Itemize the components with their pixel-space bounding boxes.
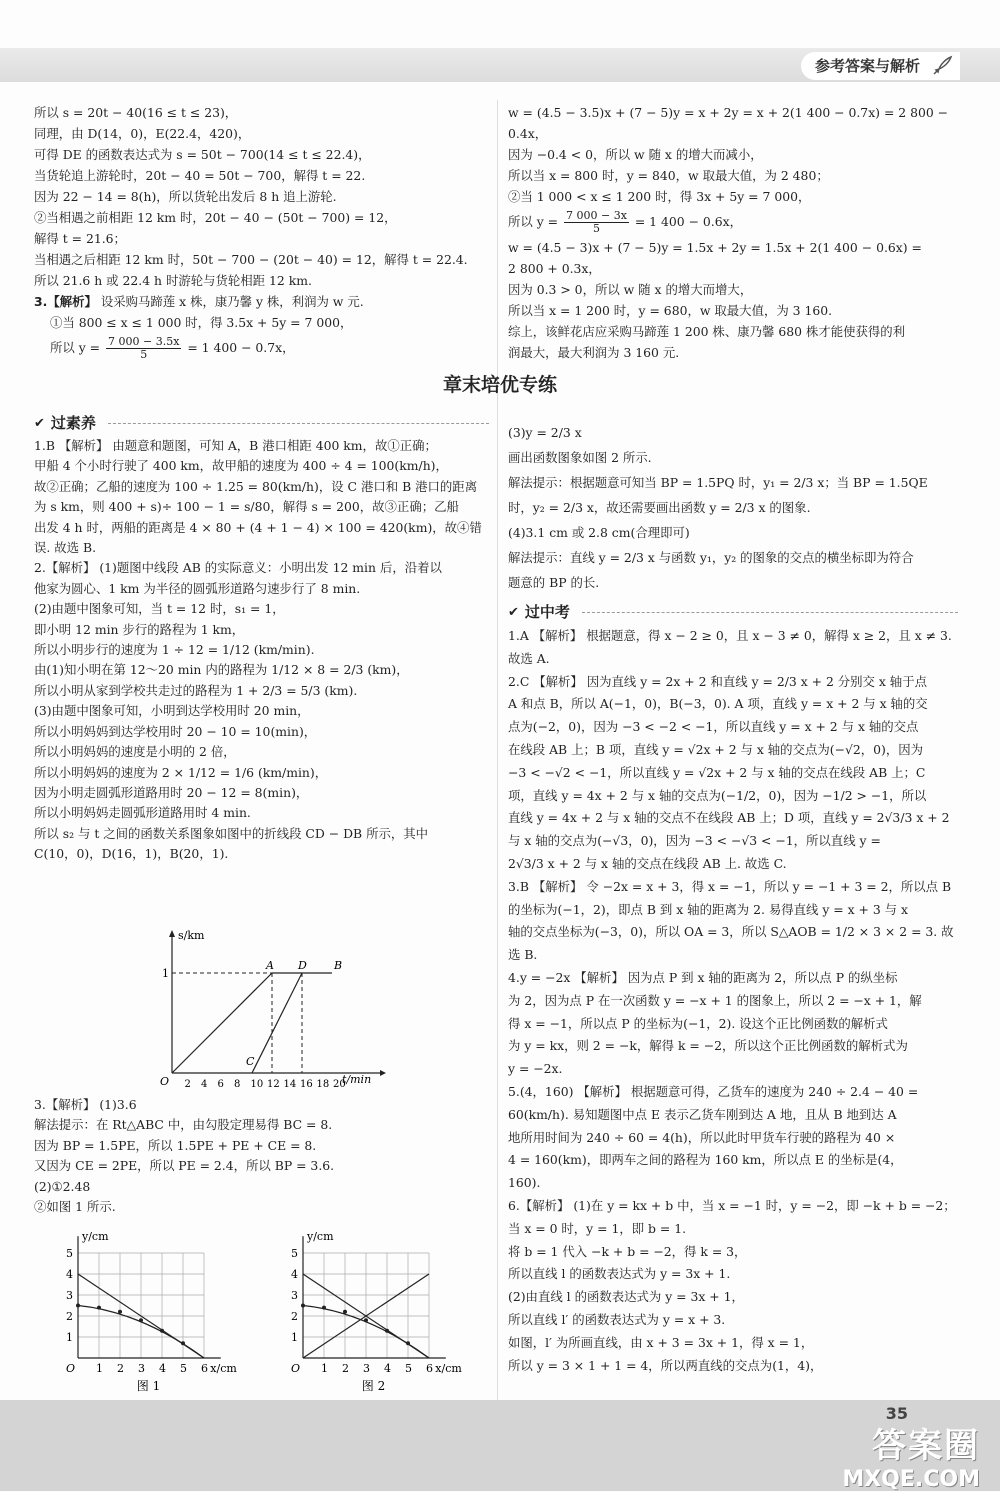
text-line: 故②正确；乙船的速度为 100 ÷ 1.25 = 80(km/h)，设 C 港口和 B 港口的距离 bbox=[34, 478, 478, 494]
text-line: 时，y₂ = 2/3 x，故还需要画出函数 y = 2/3 x 的图象. bbox=[508, 500, 811, 515]
text-line: 误. 故选 B. bbox=[34, 540, 97, 556]
text-line: ②当相遇之前相距 12 km 时，20t − 40 − (50t − 700) = 12， bbox=[34, 210, 397, 225]
graph-y-arrow bbox=[169, 930, 175, 937]
text-line: 综上，该鲜花店应采购马蹄莲 1 200 株、康乃馨 680 株才能使获得的利 bbox=[508, 324, 906, 339]
origin: O bbox=[291, 1362, 301, 1375]
text-line: 故选 A. bbox=[508, 650, 550, 666]
text-line: 出发 4 h 时，两船的距离是 4 × 80 + (4 + 1 − 4) × 100 = 420(km)，故④错 bbox=[34, 519, 482, 535]
text-line: 即小明 12 min 步行的路程为 1 km， bbox=[34, 621, 245, 637]
text-line: ②如图 1 所示. bbox=[34, 1199, 116, 1215]
text-line: 解法提示：直线 y = 2/3 x 与函数 y₁，y₂ 的图象的交点的横坐标即为符合 bbox=[508, 550, 914, 565]
y-tick: 3 bbox=[291, 1289, 298, 1302]
text-line: 又因为 CE = 2PE，所以 PE = 2.4，所以 BP = 3.6. bbox=[34, 1158, 335, 1174]
figure-1 bbox=[60, 1218, 260, 1393]
right-fraction-den: 5 bbox=[592, 222, 600, 235]
q3-fraction-num: 7 000 − 3.5x bbox=[108, 335, 180, 348]
x-label: x/cm bbox=[435, 1362, 462, 1375]
q3-line3-post: = 1 400 − 0.7x， bbox=[187, 340, 295, 355]
data-point bbox=[364, 1318, 368, 1322]
text-line: 2√3/3 x + 2 与 x 轴的交点在线段 AB 上. 故选 C. bbox=[508, 855, 787, 871]
text-line: 所以 21.6 h 或 22.4 h 时游轮与货轮相距 12 km. bbox=[34, 273, 312, 288]
y-tick: 1 bbox=[66, 1331, 73, 1344]
graph-x-tick: 12 bbox=[267, 1079, 280, 1090]
left-top-lines bbox=[34, 102, 489, 291]
right-top-lines bbox=[508, 102, 958, 207]
text-line: (2)①2.48 bbox=[34, 1178, 91, 1194]
figure-caption: 图 2 bbox=[361, 1379, 386, 1393]
right-body bbox=[508, 420, 958, 1377]
graph-x-tick: 8 bbox=[234, 1079, 241, 1090]
text-line: w = (4.5 − 3)x + (7 − 5)y = 1.5x + 2y = 1.5x + 2(1 400 − 0.6x) = bbox=[508, 240, 922, 255]
text-line: 2.【解析】 (1)题图中线段 AB 的实际意义：小明出发 12 min 后，沿着以 bbox=[34, 560, 442, 576]
text-line: C(10，0)，D(16，1)，B(20，1). bbox=[34, 846, 229, 862]
figure-caption: 图 1 bbox=[136, 1379, 161, 1393]
check-icon: ✔ bbox=[508, 604, 519, 620]
x-tick: 4 bbox=[384, 1362, 391, 1375]
sub-heading-2 bbox=[508, 599, 958, 625]
graph-x-tick: 2 bbox=[184, 1079, 191, 1090]
text-line: 如图，l′ 为所画直线，由 x + 3 = 3x + 1，得 x = 1， bbox=[508, 1334, 814, 1350]
text-line: 所以小明步行的速度为 1 ÷ 12 = 1/12 (km/min). bbox=[34, 642, 315, 658]
text-line: 因为小明走圆弧形道路用时 20 − 12 = 8(min)， bbox=[34, 784, 309, 800]
text-line: 4.y = −2x 【解析】 因为点 P 到 x 轴的距离为 2，所以点 P 的纵坐标 bbox=[508, 969, 898, 985]
data-point bbox=[406, 1341, 410, 1345]
text-line: 画出函数图象如图 2 所示. bbox=[508, 450, 652, 465]
data-point bbox=[118, 1310, 122, 1314]
text-line: 所以 y = 3 × 1 + 1 = 4，所以两直线的交点为(1，4)， bbox=[508, 1357, 823, 1373]
text-line: 直线 y = 4x + 2 与 x 轴的交点不在线段 AB 上；D 项，直线 y = 2√3/3 x + 2 bbox=[508, 810, 950, 826]
text-line: 他家为圆心、1 km 为半径的圆弧形道路匀速步行了 8 min. bbox=[34, 580, 361, 596]
x-tick: 3 bbox=[138, 1362, 145, 1375]
data-point bbox=[97, 1306, 101, 1310]
text-line: 因为 22 − 14 = 8(h)，所以货轮出发后 8 h 追上游轮. bbox=[34, 189, 337, 204]
text-line: 所以 s₂ 与 t 之间的函数关系图象如图中的折线段 CD − DB 所示，其中 bbox=[34, 825, 429, 841]
q3-intro bbox=[34, 291, 489, 312]
right-frac-line bbox=[508, 207, 958, 237]
text-line: 解法提示：根据题意可知当 BP = 1.5PQ 时，y₁ = 2/3 x；当 BP = 1.5QE bbox=[508, 475, 928, 490]
text-line: 项，直线 y = 4x + 2 与 x 轴的交点为(−1/2，0)，因为 −1/2 > −1，所以 bbox=[508, 787, 927, 803]
text-line: (2)由题中图象可知，当 t = 12 时，s₁ = 1， bbox=[34, 601, 285, 617]
text-line: 与 x 轴的交点为(−√3，0)，因为 −3 < −√3 < −1，所以直线 y = bbox=[508, 833, 881, 849]
check-icon: ✔ bbox=[34, 415, 45, 431]
graph-line-oa bbox=[172, 973, 272, 1073]
text-line: 甲船 4 个小时行驶了 400 km，故甲船的速度为 400 ÷ 4 = 100(km/h)， bbox=[34, 458, 448, 474]
y-tick: 2 bbox=[291, 1310, 298, 1323]
text-line: 60(km/h). 易知题图中点 E 表示乙货车刚到达 A 地，且从 B 地到达 A bbox=[508, 1106, 897, 1122]
text-line: 由(1)知小明在第 12～20 min 内的路程为 1/12 × 8 = 2/3 (km)， bbox=[34, 662, 409, 678]
text-line: 为 s km，则 400 + s)÷ 100 − 1 = s/80，解得 s = 200，故③正确；乙船 bbox=[34, 499, 459, 515]
graph-point-a: A bbox=[266, 959, 274, 972]
text-line: 因为 −0.4 < 0，所以 w 随 x 的增大而减小， bbox=[508, 147, 763, 162]
text-line: 在线段 AB 上；B 项，直线 y = √2x + 2 与 x 轴的交点为(−√2，0)，因为 bbox=[508, 741, 924, 757]
text-line: (4)3.1 cm 或 2.8 cm(合理即可) bbox=[508, 525, 690, 540]
graph-x-tick: 18 bbox=[316, 1079, 330, 1090]
left-top-block bbox=[34, 102, 489, 363]
text-line: 所以小明妈妈到达学校用时 20 − 10 = 10(min)， bbox=[34, 723, 317, 739]
x-tick: 2 bbox=[342, 1362, 349, 1375]
graph-x-tick: 20 bbox=[333, 1079, 346, 1090]
text-line: 所以小明妈妈的速度是小明的 2 倍， bbox=[34, 744, 236, 760]
graph-s-t bbox=[150, 925, 390, 1090]
x-tick: 6 bbox=[426, 1362, 433, 1375]
data-point bbox=[181, 1341, 185, 1345]
left-body bbox=[34, 410, 489, 865]
left-q3b-lines bbox=[34, 1095, 489, 1217]
graph-point-b: B bbox=[334, 959, 343, 972]
text-line: 1.A 【解析】 根据题意，得 x − 2 ≥ 0，且 x − 3 ≠ 0，解得 x ≥ 2，且 x ≠ 3. bbox=[508, 628, 952, 643]
x-tick: 5 bbox=[405, 1362, 412, 1375]
text-line: 题意的 BP 的长. bbox=[508, 575, 600, 590]
right-top-block bbox=[508, 102, 958, 363]
text-line: (3)y = 2/3 x bbox=[508, 425, 582, 440]
sub-heading-2-label: 过中考 bbox=[524, 602, 570, 621]
data-point bbox=[322, 1306, 326, 1310]
text-line: 点为(−2，0)，因为 −3 < −2 < −1，所以直线 y = x + 2 与 x 轴的交点 bbox=[508, 719, 919, 735]
x-tick: 6 bbox=[201, 1362, 208, 1375]
right-fraction bbox=[564, 210, 629, 235]
rocket-icon bbox=[930, 54, 954, 78]
text-line: 所以直线 l 的函数表达式为 y = 3x + 1. bbox=[508, 1266, 731, 1282]
right-frac-post: = 1 400 − 0.6x， bbox=[634, 214, 742, 229]
text-line: −3 < −√2 < −1，所以直线 y = √2x + 2 与 x 轴的交点在线段 AB 上；C bbox=[508, 764, 926, 780]
text-line: w = (4.5 − 3.5)x + (7 − 5)y = x + 2y = x + 2(1 400 − 0.7x) = 2 800 − bbox=[508, 105, 949, 120]
text-line: 所以小明妈妈走圆弧形道路用时 4 min. bbox=[34, 805, 251, 821]
y-tick: 4 bbox=[66, 1268, 73, 1281]
data-point bbox=[160, 1329, 164, 1333]
text-line: 解得 t = 21.6； bbox=[34, 231, 126, 246]
graph-y-label: s/km bbox=[178, 929, 205, 942]
graph-point-c: C bbox=[246, 1055, 255, 1068]
text-line: 得 x = −1，所以点 P 的坐标为(−1，2). 设这个正比例函数的解析式 bbox=[508, 1015, 888, 1031]
graph-x-tick: 6 bbox=[217, 1079, 224, 1090]
q3-line3-pre: 所以 y = bbox=[50, 340, 101, 355]
text-line: 2.C 【解析】 因为直线 y = 2x + 2 和直线 y = 2/3 x + 2 分别交 x 轴于点 bbox=[508, 673, 927, 689]
watermark-brand bbox=[842, 1418, 980, 1492]
q3-line1: 设采购马蹄莲 x 株，康乃馨 y 株，利润为 w 元. bbox=[100, 294, 364, 309]
text-line: 5.(4，160) 【解析】 根据题意可得，乙货车的速度为 240 ÷ 2.4 − 40 = bbox=[508, 1083, 919, 1099]
y-tick: 4 bbox=[291, 1268, 298, 1281]
text-line: 所以小明妈妈的速度为 2 × 1/12 = 1/6 (km/min)， bbox=[34, 764, 328, 780]
x-tick: 1 bbox=[321, 1362, 328, 1375]
text-line: ②当 1 000 < x ≤ 1 200 时，得 3x + 5y = 7 000， bbox=[508, 189, 811, 204]
graph-x-tick: 4 bbox=[201, 1079, 208, 1090]
y-tick: 5 bbox=[66, 1247, 73, 1260]
text-line: 160). bbox=[508, 1175, 541, 1191]
text-line: 因为 0.3 > 0，所以 w 随 x 的增大而增大， bbox=[508, 282, 753, 297]
text-line: 选 B. bbox=[508, 947, 538, 963]
text-line: 为 y = kx，则 2 = −k，解得 k = −2，所以这个正比例函数的解析式为 bbox=[508, 1038, 908, 1054]
right-body-lines bbox=[508, 420, 958, 595]
text-line: y = −2x. bbox=[508, 1061, 563, 1077]
data-point bbox=[343, 1310, 347, 1314]
text-line: 3.【解析】 (1)3.6 bbox=[34, 1097, 137, 1112]
data-point bbox=[76, 1304, 80, 1308]
right-frac-pre: 所以 y = bbox=[508, 214, 559, 229]
text-line: 所以当 x = 1 200 时，y = 680，w 取最大值，为 3 160. bbox=[508, 303, 833, 318]
x-tick: 2 bbox=[117, 1362, 124, 1375]
right-top2-lines bbox=[508, 237, 958, 363]
text-line: 1.B 【解析】 由题意和题图，可知 A，B 港口相距 400 km，故①正确； bbox=[34, 438, 437, 453]
y-label: y/cm bbox=[82, 1230, 109, 1244]
sub-heading-1-label: 过素养 bbox=[50, 413, 96, 432]
sub-heading-1 bbox=[34, 410, 489, 436]
text-line: 当 x = 0 时，y = 1，即 b = 1. bbox=[508, 1220, 687, 1236]
q3-tag: 【解析】 bbox=[47, 294, 97, 309]
figure-2 bbox=[285, 1218, 485, 1393]
dashed-rule bbox=[582, 612, 958, 613]
brand-url: MXQE.COM bbox=[842, 1467, 980, 1492]
text-line: 解法提示：在 Rt△ABC 中，由勾股定理易得 BC = 8. bbox=[34, 1117, 333, 1133]
text-line: 为 2，因为点 P 在一次函数 y = −x + 1 的图象上，所以 2 = −x + 1，解 bbox=[508, 992, 922, 1008]
text-line: 4 = 160(km)，即两车之间的路程为 160 km，所以点 E 的坐标是(4， bbox=[508, 1152, 903, 1168]
graph-x-tick: 16 bbox=[300, 1079, 313, 1090]
graph-x-ticks bbox=[185, 1079, 346, 1090]
graph-line-cd bbox=[252, 973, 302, 1073]
text-line: A 和点 B，所以 A(−1，0)，B(−3，0). A 项，直线 y = x + 2 与 x 轴的交 bbox=[508, 696, 928, 712]
section-label: 参考答案与解析 bbox=[801, 52, 960, 80]
graph-origin: O bbox=[160, 1075, 170, 1088]
brand-name: 答案圈 bbox=[872, 1426, 980, 1466]
graph-x-tick: 14 bbox=[283, 1079, 297, 1090]
text-line: (2)由直线 l 的函数表达式为 y = 3x + 1， bbox=[508, 1289, 744, 1305]
dashed-rule bbox=[108, 423, 489, 424]
text-line: 润最大，最大利润为 3 160 元. bbox=[508, 345, 680, 360]
y-tick: 3 bbox=[66, 1289, 73, 1302]
right-fraction-num: 7 000 − 3x bbox=[566, 209, 627, 222]
graph-point-d: D bbox=[298, 959, 307, 972]
y-tick: 5 bbox=[291, 1247, 298, 1260]
text-line: 0.4x， bbox=[508, 126, 548, 141]
q3-fraction bbox=[106, 336, 181, 361]
page-number: 35 bbox=[885, 1404, 908, 1423]
left-q3b bbox=[34, 1095, 489, 1217]
right-body2-lines bbox=[508, 625, 958, 1377]
text-line: 可得 DE 的函数表达式为 s = 50t − 700(14 ≤ t ≤ 22.4)， bbox=[34, 147, 371, 162]
y-label: y/cm bbox=[307, 1230, 334, 1244]
graph-y-tick: 1 bbox=[162, 967, 169, 980]
text-line: 当货轮追上游轮时，20t − 40 = 50t − 700，解得 t = 22. bbox=[34, 168, 366, 183]
y-tick: 1 bbox=[291, 1331, 298, 1344]
text-line: 3.B 【解析】 令 −2x = x + 3，得 x = −1，所以 y = −1 + 3 = 2，所以点 B bbox=[508, 878, 952, 894]
left-body-lines bbox=[34, 436, 489, 865]
text-line: 所以直线 l′ 的函数表达式为 y = x + 3. bbox=[508, 1311, 726, 1327]
x-label: x/cm bbox=[210, 1362, 237, 1375]
text-line: 的坐标为(−1，2)，即点 B 到 x 轴的距离为 2. 易得直线 y = x + 3 与 x bbox=[508, 901, 908, 917]
x-tick: 4 bbox=[159, 1362, 166, 1375]
text-line: 所以 s = 20t − 40(16 ≤ t ≤ 23)， bbox=[34, 105, 238, 120]
text-line: 2 800 + 0.3x， bbox=[508, 261, 601, 276]
text-line: (3)由题中图象可知，小明到达学校用时 20 min， bbox=[34, 703, 310, 719]
data-point bbox=[301, 1304, 305, 1308]
text-line: 所以当 x = 800 时，y = 840，w 取最大值，为 2 480； bbox=[508, 168, 829, 183]
x-tick: 3 bbox=[363, 1362, 370, 1375]
y-tick: 2 bbox=[66, 1310, 73, 1323]
q3-line2: ①当 800 ≤ x ≤ 1 000 时，得 3.5x + 5y = 7 000， bbox=[50, 315, 353, 330]
x-tick: 5 bbox=[180, 1362, 187, 1375]
q3-fraction-den: 5 bbox=[140, 348, 148, 361]
text-line: 因为 BP = 1.5PE，所以 1.5PE + PE + CE = 8. bbox=[34, 1137, 317, 1153]
section-title: 章末培优专练 bbox=[442, 374, 557, 396]
graph-x-arrow bbox=[380, 1070, 386, 1076]
text-line: 6.【解析】 (1)在 y = kx + b 中，当 x = −1 时，y = −2，即 −k + b = −2； bbox=[508, 1197, 956, 1213]
text-line: 轴的交点坐标为(−3，0)，所以 OA = 3，所以 S△AOB = 1/2 × 3 × 2 = 3. 故 bbox=[508, 924, 954, 940]
text-line: 地所用时间为 240 ÷ 60 = 4(h)，所以此时甲货车行驶的路程为 40 × bbox=[508, 1129, 896, 1145]
graph-x-tick: 10 bbox=[250, 1079, 264, 1090]
q3-number: 3. bbox=[34, 294, 48, 309]
text-line: 所以小明从家到学校共走过的路程为 1 + 2/3 = 5/3 (km). bbox=[34, 682, 358, 698]
data-point bbox=[139, 1318, 143, 1322]
origin: O bbox=[66, 1362, 76, 1375]
q3-line3 bbox=[34, 333, 489, 363]
text-line: 同理，由 D(14，0)，E(22.4，420)， bbox=[34, 126, 251, 141]
column-divider bbox=[497, 100, 498, 1400]
text-line: 当相遇之后相距 12 km 时，50t − 700 − (20t − 40) = 12，解得 t = 22.4. bbox=[34, 252, 468, 267]
data-point bbox=[385, 1329, 389, 1333]
x-tick: 1 bbox=[96, 1362, 103, 1375]
text-line: 将 b = 1 代入 −k + b = −2，得 k = 3， bbox=[508, 1243, 747, 1259]
graph-x-label: t/min bbox=[342, 1073, 372, 1086]
